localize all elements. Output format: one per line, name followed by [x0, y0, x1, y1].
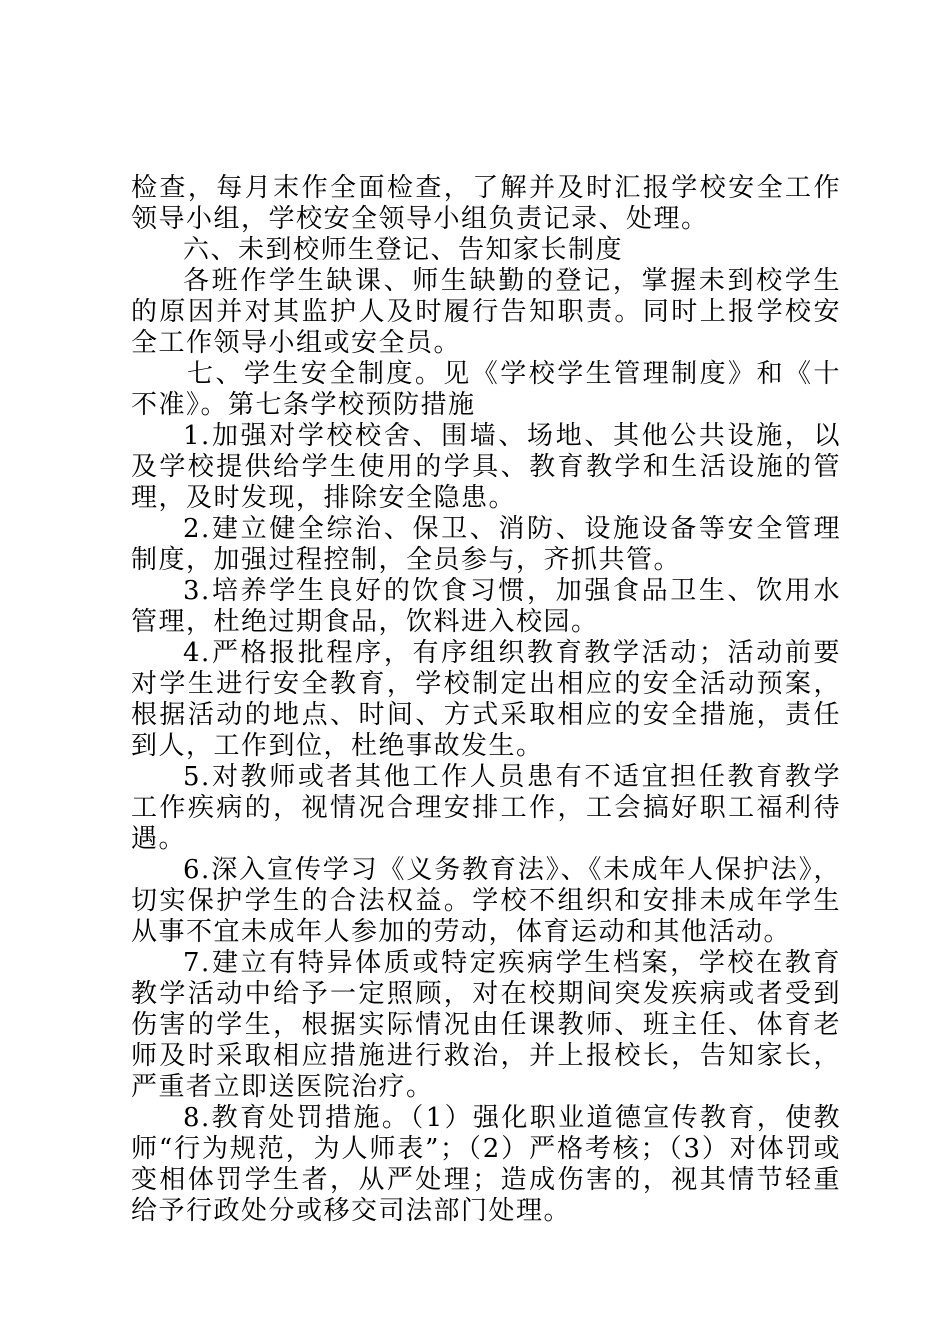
- section-heading-seven: 七、学生安全制度。见《学校学生管理制度》和《十不准》。第七条学校预防措施: [131, 359, 841, 420]
- measure-item-7: 7.建立有特异体质或特定疾病学生档案，学校在教育教学活动中给予一定照顾，对在校期间突发疾病或者受到伤害的学生，根据实际情况由任课教师、班主任、体育老师及时采取相应措施进行救治，并上报校长，告知家长，严重者立即送医院治疗。: [131, 948, 841, 1102]
- paragraph-continuation: 检查，每月末作全面检查，了解并及时汇报学校安全工作领导小组，学校安全领导小组负责记录、处理。: [131, 173, 841, 234]
- measure-item-4: 4.严格报批程序，有序组织教育教学活动；活动前要对学生进行安全教育，学校制定出相应的安全活动预案，根据活动的地点、时间、方式采取相应的安全措施，责任到人，工作到位，杜绝事故发生。: [131, 638, 841, 761]
- measure-item-5: 5.对教师或者其他工作人员患有不适宜担任教育教学工作疾病的，视情况合理安排工作，工会搞好职工福利待遇。: [131, 762, 841, 854]
- measure-item-6: 6.深入宣传学习《义务教育法》、《未成年人保护法》，切实保护学生的合法权益。学校不组织和安排未成年学生从事不宜未成年人参加的劳动，体育运动和其他活动。: [131, 855, 841, 947]
- measure-item-8: 8.教育处罚措施。（1）强化职业道德宣传教育，使教师“行为规范，为人师表”；（2）严格考核；（3）对体罚或变相体罚学生者，从严处理；造成伤害的，视其情节轻重给予行政处分或移交司法部门处理。: [131, 1103, 841, 1226]
- paragraph-absence-registration: 各班作学生缺课、师生缺勤的登记，掌握未到校学生的原因并对其监护人及时履行告知职责。同时上报学校安全工作领导小组或安全员。: [131, 266, 841, 358]
- measure-item-3: 3.培养学生良好的饮食习惯，加强食品卫生、饮用水管理，杜绝过期食品，饮料进入校园。: [131, 576, 841, 637]
- measure-item-1: 1.加强对学校校舍、围墙、场地、其他公共设施，以及学校提供给学生使用的学具、教育教学和生活设施的管理，及时发现，排除安全隐患。: [131, 421, 841, 513]
- document-body: [131, 173, 841, 1227]
- measure-item-2: 2.建立健全综治、保卫、消防、设施设备等安全管理制度，加强过程控制，全员参与，齐抓共管。: [131, 514, 841, 575]
- section-heading-six: 六、未到校师生登记、告知家长制度: [183, 235, 624, 265]
